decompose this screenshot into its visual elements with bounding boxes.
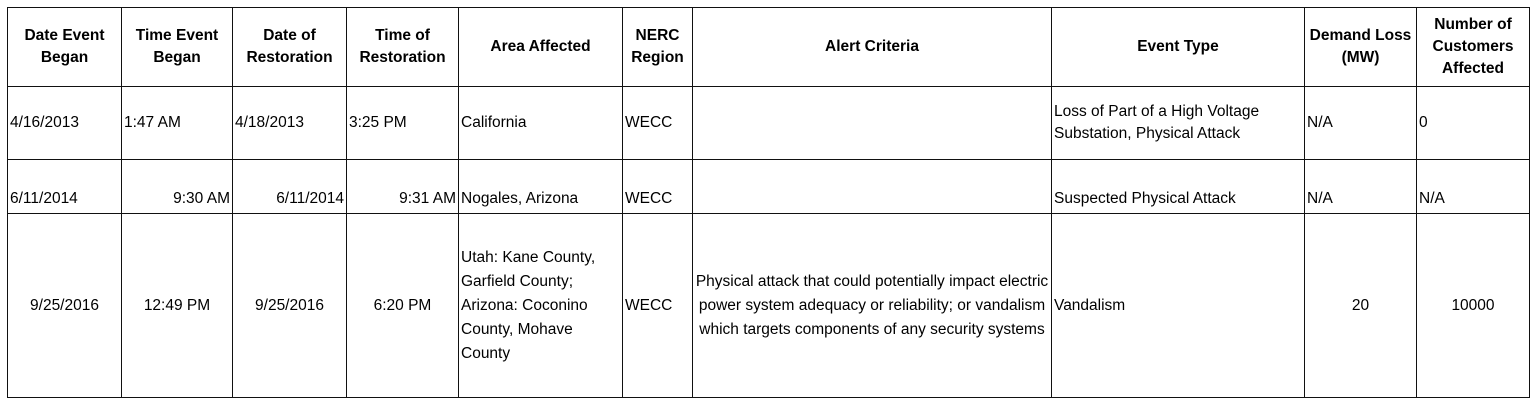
table-cell: 12:49 PM [122, 214, 233, 398]
table-cell: Vandalism [1052, 214, 1305, 398]
header-cell: Time Event Began [122, 8, 233, 87]
header-cell: Number of Customers Affected [1417, 8, 1530, 87]
table-cell: 9:31 AM [347, 160, 459, 214]
table-cell: 20 [1305, 214, 1417, 398]
table-cell: N/A [1417, 160, 1530, 214]
table-cell: 6/11/2014 [8, 160, 122, 214]
table-row [8, 214, 1530, 398]
header-row [8, 8, 1530, 87]
table-row [8, 160, 1530, 214]
table-cell: Utah: Kane County, Garfield County; Arizona: Coconino County, Mohave County [459, 214, 623, 398]
table-cell: 9:30 AM [122, 160, 233, 214]
header-cell: Time of Restoration [347, 8, 459, 87]
table-cell: 4/18/2013 [233, 87, 347, 160]
table-cell: Loss of Part of a High Voltage Substation, Physical Attack [1052, 87, 1305, 160]
header-cell: Area Affected [459, 8, 623, 87]
table-cell: Physical attack that could potentially impact electric power system adequacy or reliability; or vandalism which targets components of any security systems [693, 214, 1052, 398]
table-cell: Nogales, Arizona [459, 160, 623, 214]
table-cell: WECC [623, 87, 693, 160]
header-cell: Alert Criteria [693, 8, 1052, 87]
table-cell: Suspected Physical Attack [1052, 160, 1305, 214]
table-cell: 6/11/2014 [233, 160, 347, 214]
table-cell: N/A [1305, 87, 1417, 160]
event-table [7, 7, 1530, 398]
table-cell: N/A [1305, 160, 1417, 214]
table-cell: 0 [1417, 87, 1530, 160]
table-cell: WECC [623, 160, 693, 214]
table-cell: California [459, 87, 623, 160]
header-cell: Event Type [1052, 8, 1305, 87]
table-cell: 1:47 AM [122, 87, 233, 160]
table-cell: 6:20 PM [347, 214, 459, 398]
header-cell: Demand Loss (MW) [1305, 8, 1417, 87]
header-cell: Date of Restoration [233, 8, 347, 87]
table-cell: 9/25/2016 [8, 214, 122, 398]
table-cell [693, 160, 1052, 214]
table-row [8, 87, 1530, 160]
header-cell: Date Event Began [8, 8, 122, 87]
table-cell: WECC [623, 214, 693, 398]
table-cell: 10000 [1417, 214, 1530, 398]
table-cell: 4/16/2013 [8, 87, 122, 160]
header-cell: NERC Region [623, 8, 693, 87]
table-cell: 3:25 PM [347, 87, 459, 160]
table-cell: 9/25/2016 [233, 214, 347, 398]
table-cell [693, 87, 1052, 160]
